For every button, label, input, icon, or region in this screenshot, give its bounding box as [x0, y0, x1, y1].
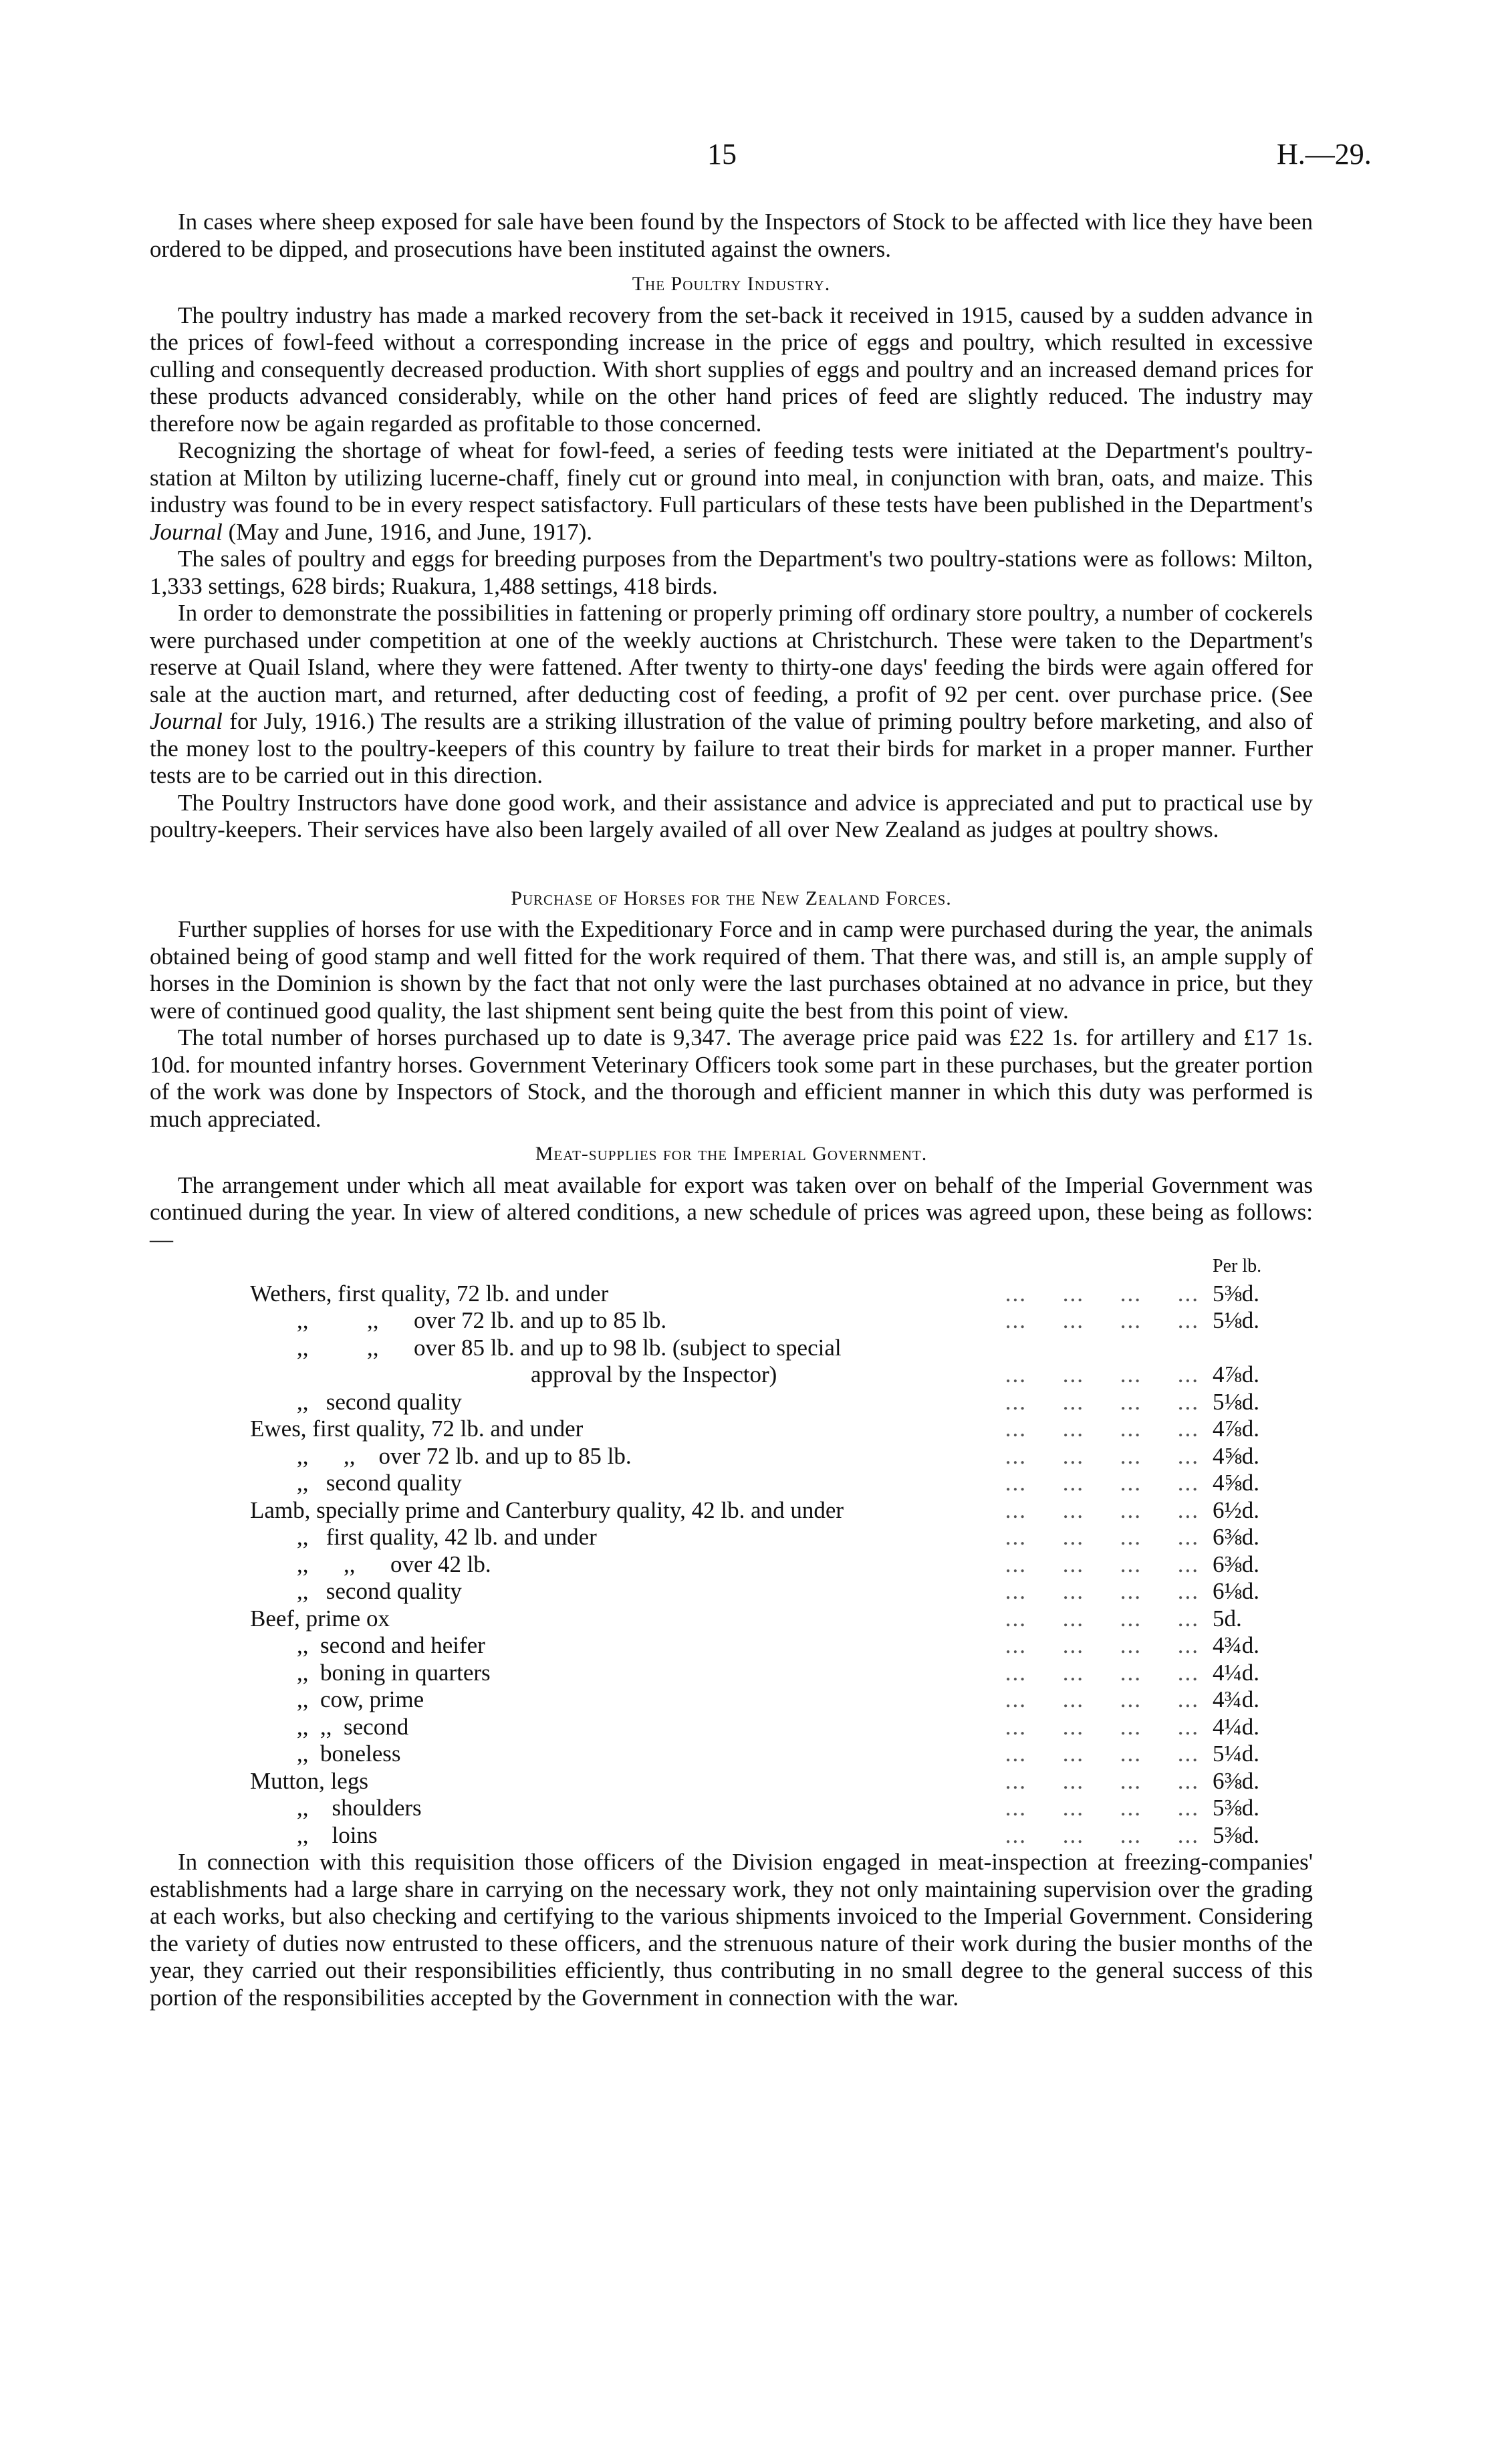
item-label-text: ,, second quality [297, 1388, 462, 1415]
item-label-text: ,, ,, second [297, 1713, 409, 1740]
page-number: 15 [707, 138, 737, 171]
leader-dots: ... ... ... ... [1005, 1416, 1199, 1442]
item-price: 4¼d. [1213, 1713, 1259, 1740]
item-label-text: Ewes, first quality, 72 lb. and under [250, 1416, 584, 1442]
leader-dots: ... ... ... ... [1005, 1659, 1199, 1686]
leader-dots: ... ... ... ... [1005, 1821, 1199, 1848]
item-label [250, 1307, 1213, 1335]
section-heading-poultry: The Poultry Industry. [632, 273, 831, 295]
table-row [250, 1361, 1273, 1389]
text: (May and June, 1916, and June, 1917). [222, 518, 592, 545]
item-label [250, 1686, 1213, 1714]
item-label-text: ,, second quality [297, 1578, 462, 1604]
item-label-text: Lamb, specially prime and Canterbury quality, 42 lb. and under [250, 1496, 844, 1523]
item-price: 6⅜d. [1213, 1524, 1259, 1550]
table-row [250, 1335, 1273, 1362]
item-label-text: Mutton, legs [250, 1767, 368, 1794]
item-label [250, 1551, 1213, 1579]
paragraph: The total number of horses purchased up to date is 9,347. The average price paid was £22 1s. for artillery and £17 1s. 10d. for mounted infantry horses. Government Veterinary Officers took some part in these purchases, but the greater portion of the work was done by Inspectors of Stock, and the thorough and efficient manner in which this duty was performed is much appreciated. [150, 1024, 1313, 1132]
item-label-text: Wethers, first quality, 72 lb. and under [250, 1280, 609, 1307]
table-header-row [250, 1253, 1273, 1280]
text: In order to demonstrate the possibilities in fattening or properly priming off ordinary store poultry, a number of cockerels were purchased under competition at one of the weekly auctions at Christchurch. These were taken to the Department's reserve at Quail Island, where they were fattened. After twenty to thirty-one days' feeding the birds were again offered for sale at the auction mart, and returned, after deducting cost of feeding, a profit of 92 per cent. over purchase price. (See [150, 600, 1313, 707]
item-label [250, 1470, 1213, 1497]
item-price [1213, 1335, 1273, 1362]
intro-paragraph: In cases where sheep exposed for sale have been found by the Inspectors of Stock to be affected with lice they have been ordered to be dipped, and prosecutions have been instituted against the owners. [150, 209, 1313, 262]
item-label-text: ,, second and heifer [297, 1632, 485, 1658]
item-price: 4¾d. [1213, 1686, 1259, 1712]
table-row [250, 1714, 1273, 1741]
item-price: 6⅜d. [1213, 1767, 1259, 1794]
table-row [250, 1795, 1273, 1822]
leader-dots: ... ... ... ... [1005, 1767, 1199, 1794]
item-price: 4⅞d. [1213, 1416, 1259, 1442]
item-price: 5d. [1213, 1605, 1242, 1632]
paragraph: Further supplies of horses for use with the Expeditionary Force and in camp were purchased during the year, the animals obtained being of good stamp and well fitted for the work required of them. That there was, and still is, an ample supply of horses in the Dominion is shown by the fact that not only were the last purchases obtained at no advance in price, but they were of continued good quality, the last shipment sent being quite the best from this point of view. [150, 916, 1313, 1024]
section-heading-horses: Purchase of Horses for the New Zealand Forces. [511, 887, 952, 909]
paragraph: The sales of poultry and eggs for breeding purposes from the Department's two poultry-stations were as follows: Milton, 1,333 settings, 628 birds; Ruakura, 1,488 settings, 418 birds. [150, 546, 1313, 599]
table-row [250, 1497, 1273, 1525]
price-column-header: Per lb. [1213, 1256, 1262, 1276]
item-label [250, 1335, 1213, 1362]
item-price: 5⅛d. [1213, 1388, 1259, 1415]
item-label [250, 1416, 1213, 1443]
paragraph [150, 600, 1313, 790]
table-row [250, 1741, 1273, 1768]
table-row [250, 1686, 1273, 1714]
table-row [250, 1443, 1273, 1470]
item-label-text: ,, loins [297, 1821, 378, 1848]
item-label-text: ,, second quality [297, 1470, 462, 1496]
table-row [250, 1768, 1273, 1795]
item-label [250, 1768, 1213, 1795]
table-row [250, 1822, 1273, 1850]
item-label [250, 1443, 1213, 1470]
table-row [250, 1416, 1273, 1443]
leader-dots: ... ... ... ... [1005, 1470, 1199, 1496]
section-heading-meat: Meat-supplies for the Imperial Government. [535, 1143, 928, 1165]
table-row [250, 1389, 1273, 1416]
leader-dots: ... ... ... ... [1005, 1686, 1199, 1712]
paragraph: In connection with this requisition those officers of the Division engaged in meat-inspection at freezing-companies' establishments had a large share in carrying on the necessary work, they not only maintaining supervision over the grading at each works, but also checking and certifying to the various shipments invoiced to the Imperial Government. Considering the variety of duties now entrusted to these officers, and the strenuous nature of their work during the busier months of the year, they carried out their responsibilities efficiently, thus contributing in no small degree to the general success of this portion of the responsibilities accepted by the Government in connection with the war. [150, 1849, 1313, 2011]
page-body [150, 209, 1313, 2011]
paragraph [150, 437, 1313, 546]
item-label-text: ,, boneless [297, 1741, 401, 1767]
leader-dots: ... ... ... ... [1005, 1741, 1199, 1767]
item-label [250, 1361, 1213, 1389]
paragraph: The arrangement under which all meat available for export was taken over on behalf of the Imperial Government was continued during the year. In view of altered conditions, a new schedule of prices was agreed upon, these being as follows:— [150, 1171, 1313, 1252]
leader-dots: ... ... ... ... [1005, 1524, 1199, 1550]
leader-dots: ... ... ... ... [1005, 1361, 1199, 1387]
item-label [250, 1822, 1213, 1850]
item-price: 4¼d. [1213, 1659, 1259, 1686]
table-row [250, 1524, 1273, 1551]
leader-dots: ... ... ... ... [1005, 1442, 1199, 1469]
item-price: 6⅜d. [1213, 1551, 1259, 1577]
item-label-text: ,, ,, over 72 lb. and up to 85 lb. [297, 1442, 632, 1469]
item-price: 5⅜d. [1213, 1280, 1259, 1307]
item-label [250, 1497, 1213, 1525]
leader-dots: ... ... ... ... [1005, 1713, 1199, 1740]
item-label-text: ,, shoulders [297, 1795, 422, 1821]
journal-title: Journal [150, 708, 223, 734]
item-label-text: ,, ,, over 85 lb. and up to 98 lb. (subject to special [297, 1334, 842, 1361]
item-label [250, 1795, 1213, 1822]
item-label [250, 1605, 1213, 1633]
item-label-text: ,, boning in quarters [297, 1659, 491, 1686]
item-label [250, 1578, 1213, 1605]
leader-dots: ... ... ... ... [1005, 1280, 1199, 1307]
item-price: 5¼d. [1213, 1741, 1259, 1767]
text: for July, 1916.) The results are a striking illustration of the value of priming poultry before marketing, and also of the money lost to the poultry-keepers of this country by failure to treat their birds for market in a proper manner. Further tests are to be carried out in this direction. [150, 708, 1313, 788]
item-label-text: ,, ,, over 42 lb. [297, 1551, 491, 1577]
item-label [250, 1389, 1213, 1416]
leader-dots: ... ... ... ... [1005, 1307, 1199, 1333]
item-price: 4⅝d. [1213, 1442, 1259, 1469]
table-row [250, 1280, 1273, 1308]
leader-dots: ... ... ... ... [1005, 1496, 1199, 1523]
journal-title: Journal [150, 518, 223, 545]
item-label [250, 1660, 1213, 1687]
paragraph: The Poultry Instructors have done good work, and their assistance and advice is appreciated and put to practical use by poultry-keepers. Their services have also been largely availed of all over New Zealand as judges at poultry shows. [150, 789, 1313, 843]
item-price: 6½d. [1213, 1496, 1259, 1523]
table-row [250, 1660, 1273, 1687]
leader-dots: ... ... ... ... [1005, 1795, 1199, 1821]
leader-dots: ... ... ... ... [1005, 1388, 1199, 1415]
item-label-text: ,, cow, prime [297, 1686, 424, 1712]
meat-price-schedule [250, 1253, 1273, 1849]
text: Recognizing the shortage of wheat for fowl-feed, a series of feeding tests were initiated at the Department's poultry-station at Milton by utilizing lucerne-chaff, finely cut or ground into meal, in conjunction with bran, oats, and maize. This industry was found to be in every respect satisfactory. Full particulars of these tests have been published in the Department's [150, 437, 1313, 518]
item-label [250, 1741, 1213, 1768]
item-price: 5⅛d. [1213, 1307, 1259, 1333]
item-price: 4⅞d. [1213, 1361, 1259, 1387]
item-label-text: approval by the Inspector) [531, 1361, 777, 1387]
item-label-text: ,, first quality, 42 lb. and under [297, 1524, 597, 1550]
item-label [250, 1632, 1213, 1660]
table-row [250, 1551, 1273, 1579]
table-row [250, 1632, 1273, 1660]
item-label [250, 1714, 1213, 1741]
item-price: 4¾d. [1213, 1632, 1259, 1658]
item-label-text: ,, ,, over 72 lb. and up to 85 lb. [297, 1307, 667, 1333]
item-price: 5⅜d. [1213, 1821, 1259, 1848]
leader-dots: ... ... ... ... [1005, 1605, 1199, 1632]
item-price: 6⅛d. [1213, 1578, 1259, 1604]
item-label [250, 1280, 1213, 1308]
leader-dots: ... ... ... ... [1005, 1551, 1199, 1577]
table-row [250, 1605, 1273, 1633]
document-reference: H.—29. [1277, 138, 1372, 171]
leader-dots: ... ... ... ... [1005, 1632, 1199, 1658]
leader-dots: ... ... ... ... [1005, 1578, 1199, 1604]
item-label-text: Beef, prime ox [250, 1605, 390, 1632]
item-label [250, 1524, 1213, 1551]
table-row [250, 1578, 1273, 1605]
paragraph: The poultry industry has made a marked recovery from the set-back it received in 1915, caused by a sudden advance in the prices of fowl-feed without a corresponding increase in the price of eggs and poultry, which resulted in excessive culling and consequently decreased production. With short supplies of eggs and poultry and an increased demand prices for these products advanced considerably, while on the other hand prices of feed are slightly reduced. The industry may therefore now be again regarded as profitable to those concerned. [150, 302, 1313, 437]
table-row [250, 1470, 1273, 1497]
item-price: 4⅝d. [1213, 1470, 1259, 1496]
item-price: 5⅜d. [1213, 1795, 1259, 1821]
table-row [250, 1307, 1273, 1335]
